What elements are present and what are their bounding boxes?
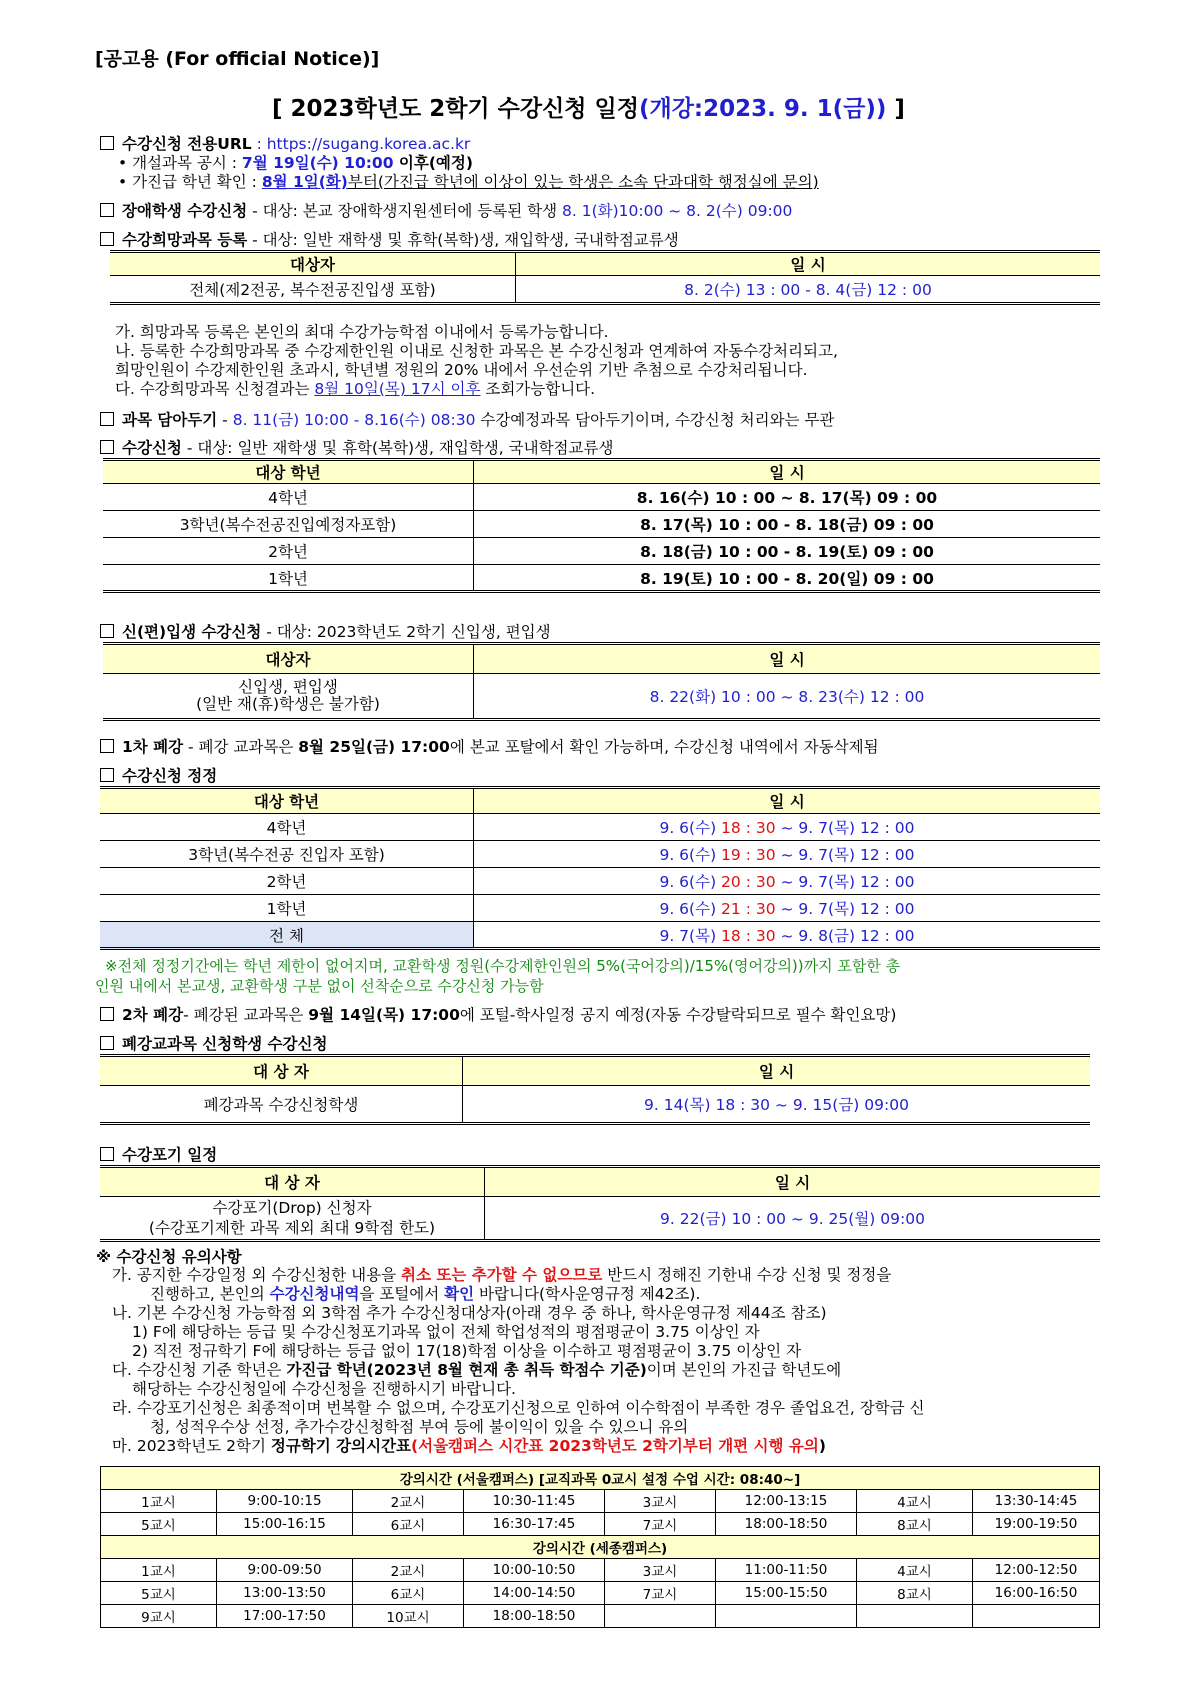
bullet-date: 8월 1일(화) [261,173,348,191]
checkbox-icon [100,1036,114,1050]
url-link[interactable]: https://sugang.korea.ac.kr [266,135,471,153]
period-label: 2교시 [353,1490,464,1513]
bullet-text-after: 이후(예정) [393,154,473,172]
table-cell-date [474,895,1101,922]
period-time: 19:00-19:50 [973,1513,1100,1536]
wish-line [100,228,679,250]
period-time: 12:00-12:50 [973,1559,1100,1582]
dropcourse-label: 수강포기 일정 [122,1146,218,1164]
table-header: 대 상 자 [100,1167,485,1197]
table-cell-target [100,1197,485,1241]
table-header: 일 시 [485,1167,1101,1197]
caution-emph: 확인 [444,1285,475,1303]
table-cell-date [474,922,1101,949]
wish-desc: - 대상: 일반 재학생 및 휴학(복학)생, 재입학생, 국내학점교류생 [247,231,679,249]
table-header: 일 시 [474,460,1101,484]
freshman-line [100,620,551,642]
timetable-title: 강의시간 (서울캠퍼스) [교직과목 0교시 설정 수업 시간: 08:40~] [101,1467,1100,1490]
target-line-1: 신입생, 편입생 [238,678,338,696]
caution-red: (서울캠퍼스 시간표 2023학년도 2학기부터 개편 시행 유의 [411,1437,819,1455]
table-cell-target: 전체(제2전공, 복수전공진입생 포함) [110,276,516,304]
date-end: ~ 9. 7(목) 12 : 00 [775,900,915,918]
basket-label: 과목 담아두기 [122,411,218,429]
period-time: 16:30-17:45 [464,1513,605,1536]
basket-date: 8. 11(금) 10:00 - 8.16(수) 08:30 [232,411,476,429]
period-label: 2교시 [353,1559,464,1582]
basket-dash: - [217,411,233,429]
regist-line [100,436,613,458]
table-cell-date: 8. 19(토) 10 : 00 - 8. 20(일) 09 : 00 [474,565,1101,592]
disabled-desc: - 대상: 본교 장애학생지원센터에 등록된 학생 [247,202,563,220]
checkbox-icon [100,739,114,753]
caution-da2: 해당하는 수강신청일에 수강신청을 진행하시기 바랍니다. [132,1380,516,1398]
period-label: 5교시 [101,1513,217,1536]
date-end: ~ 9. 7(목) 12 : 00 [775,846,915,864]
period-label: 5교시 [101,1582,217,1605]
date-end: ~ 9. 7(목) 12 : 00 [775,873,915,891]
wish-label: 수강희망과목 등록 [122,231,248,249]
timetable-title: 강의시간 (세종캠퍼스) [101,1536,1100,1559]
date-time: 19 : 30 [721,846,776,864]
checkbox-icon [100,232,114,246]
period-time [973,1605,1100,1628]
bullet-text: • 가진급 학년 확인 : [118,173,262,191]
caution-emph: 가진급 학년(2023년 8월 현재 총 취득 학점수 기준) [286,1361,647,1379]
table-cell-date: 9. 22(금) 10 : 00 ~ 9. 25(월) 09:00 [485,1197,1101,1241]
correction-note: 인원 내에서 본교생, 교환학생 구분 없이 선착순으로 수강신청 가능함 [95,977,544,995]
period-time: 11:00-11:50 [716,1559,857,1582]
note-date: 8월 10일(목) 17시 이후 [314,380,481,398]
date-start: 9. 6(수) [659,819,722,837]
checkbox-icon [100,203,114,217]
period-time: 18:00-18:50 [716,1513,857,1536]
disabled-line [100,199,792,221]
date-start: 9. 6(수) [659,846,722,864]
url-label: 수강신청 전용URL [122,135,252,153]
caution-text-after: 바랍니다(학사운영규정 제42조). [474,1285,701,1303]
dropcourse-line [100,1143,217,1165]
checkbox-icon [100,1147,114,1161]
note-text: 다. 수강희망과목 신청결과는 [115,380,315,398]
period-label: 7교시 [605,1582,716,1605]
period-label: 3교시 [605,1490,716,1513]
table-cell-target: 폐강과목 수강신청학생 [100,1086,463,1124]
table-header: 일 시 [474,644,1101,674]
period-time: 15:00-16:15 [217,1513,353,1536]
regist-label: 수강신청 [122,439,182,457]
url-sep: : [251,135,267,153]
table-header: 일 시 [516,252,1101,276]
drop1-label: 1차 폐강 [122,738,184,756]
drop2-line [100,1003,896,1025]
cancelled-line [100,1032,327,1054]
table-cell-target [103,674,474,720]
title-open-date: (개강:2023. 9. 1(금)) [638,96,887,122]
period-time: 10:30-11:45 [464,1490,605,1513]
table-cell-target: 3학년(복수전공 진입자 포함) [100,841,474,868]
wish-note: 나. 등록한 수강희망과목 중 수강제한인원 이내로 신청한 과목은 본 수강신청과 연계하여 자동수강처리되고, [115,342,838,360]
caution-text: 다. 수강신청 기준 학년은 [112,1361,287,1379]
drop2-text-after: 에 포털-학사일정 공지 예정(자동 수강탈락되므로 필수 확인요망) [459,1006,897,1024]
period-label: 9교시 [101,1605,217,1628]
table-cell-target: 4학년 [100,814,474,841]
period-time: 18:00-18:50 [464,1605,605,1628]
period-label [857,1605,973,1628]
caution-text: 을 포털에서 [359,1285,445,1303]
dropcourse-table [100,1165,1100,1242]
correction-label: 수강신청 정정 [122,767,218,785]
drop1-text: - 폐강 교과목은 [183,738,299,756]
date-time: 21 : 30 [721,900,776,918]
regist-desc: - 대상: 일반 재학생 및 휴학(복학)생, 재입학생, 국내학점교류생 [181,439,614,457]
caution-ma [112,1434,826,1456]
period-time: 16:00-16:50 [973,1582,1100,1605]
checkbox-icon [100,1007,114,1021]
period-time: 9:00-10:15 [217,1490,353,1513]
drop1-line [100,735,879,757]
table-header: 대상 학년 [103,460,474,484]
table-header: 대상자 [103,644,474,674]
checkbox-icon [100,768,114,782]
drop1-date: 8월 25일(금) 17:00 [298,738,450,756]
caution-na: 나. 기본 수강신청 가능학점 외 3학점 추가 수강신청대상자(아래 경우 중 하나, 학사운영규정 제44조 참조) [112,1304,827,1322]
period-label: 6교시 [353,1582,464,1605]
caution-text: 마. 2023학년도 2학기 [112,1437,271,1455]
caution-ra2: 청, 성적우수상 선정, 추가수강신청학점 부여 등에 불이익이 있을 수 있으니 유의 [150,1418,689,1436]
table-cell-date: 8. 18(금) 10 : 00 - 8. 19(토) 09 : 00 [474,538,1101,565]
caution-text-after: 반드시 정해진 기한내 수강 신청 및 정정을 [602,1266,892,1284]
disabled-label: 장애학생 수강신청 [122,202,248,220]
target-line-1: 수강포기(Drop) 신청자 [212,1199,372,1217]
period-time: 9:00-09:50 [217,1559,353,1582]
wish-note: 가. 희망과목 등록은 본인의 최대 수강가능학점 이내에서 등록가능합니다. [115,323,609,341]
date-end: ~ 9. 8(금) 12 : 00 [775,926,915,945]
period-time: 13:00-13:50 [217,1582,353,1605]
table-header: 대상 학년 [100,788,474,814]
caution-na2: 2) 직전 정규학기 F에 해당하는 등급 없이 17(18)학점 이상을 이수하고 평점평균이 3.75 이상인 자 [132,1342,802,1360]
period-time: 15:00-15:50 [716,1582,857,1605]
caution-na1: 1) F에 해당하는 등급 및 수강신청포기과목 없이 전체 학업성적의 평점평균이 3.75 이상인 자 [132,1323,760,1341]
table-cell-target: 1학년 [100,895,474,922]
table-cell-date [474,868,1101,895]
drop1-text-after: 에 본교 포탈에서 확인 가능하며, 수강신청 내역에서 자동삭제됨 [449,738,879,756]
basket-line [100,408,834,430]
checkbox-icon [100,136,114,150]
table-cell-date [474,841,1101,868]
wish-note-result [115,377,595,399]
date-start: 9. 6(수) [659,873,722,891]
notice-label: [공고용 (For official Notice)] [95,48,380,70]
period-label: 8교시 [857,1582,973,1605]
table-cell-target: 4학년 [103,484,474,511]
freshman-table [103,642,1100,721]
target-line-2: (일반 재(휴)학생은 불가함) [196,695,380,713]
bullet-grade-check [118,170,819,192]
caution-text: 진행하고, 본인의 [150,1285,270,1303]
period-time: 10:00-10:50 [464,1559,605,1582]
period-label: 1교시 [101,1559,217,1582]
table-header: 일 시 [474,788,1101,814]
drop2-date: 9월 14일(목) 17:00 [308,1006,460,1024]
period-label: 6교시 [353,1513,464,1536]
bullet-date: 7월 19일(수) 10:00 [241,154,394,172]
correction-line [100,764,217,786]
checkbox-icon [100,440,114,454]
note-text-after: 조회가능합니다. [480,380,596,398]
date-time: 18 : 30 [721,819,776,837]
drop2-text: - 폐강된 교과목은 [183,1006,309,1024]
table-cell-target: 2학년 [100,868,474,895]
date-start: 9. 6(수) [659,900,722,918]
target-line-2: (수강포기제한 과목 제외 최대 9학점 한도) [148,1219,436,1237]
timetable-seoul [100,1466,1100,1536]
cancelled-label: 폐강교과목 신청학생 수강신청 [122,1035,328,1053]
caution-text-after: 이며 본인의 가진급 학년도에 [646,1361,842,1379]
freshman-label: 신(편)입생 수강신청 [122,623,262,641]
period-label: 7교시 [605,1513,716,1536]
period-label: 4교시 [857,1559,973,1582]
table-cell-target: 2학년 [103,538,474,565]
period-label: 3교시 [605,1559,716,1582]
caution-text: 가. 공지한 수강일정 외 수강신청한 내용을 [112,1266,402,1284]
freshman-desc: - 대상: 2023학년도 2학기 신입생, 편입생 [261,623,551,641]
table-cell-date [474,814,1101,841]
period-time: 13:30-14:45 [973,1490,1100,1513]
regist-table [103,458,1100,593]
title-close: ] [886,96,905,122]
table-cell-date: 9. 14(목) 18 : 30 ~ 9. 15(금) 09:00 [463,1086,1091,1124]
table-header: 대상자 [110,252,516,276]
cancelled-table [100,1054,1090,1125]
table-cell-date: 8. 22(화) 10 : 00 ~ 8. 23(수) 12 : 00 [474,674,1101,720]
correction-note: ※전체 정정기간에는 학년 제한이 없어지며, 교환학생 정원(수강제한인원의 5%(국어강의)/15%(영어강의))까지 포함한 총 [105,957,901,975]
period-time [716,1605,857,1628]
caution-emph: 수강신청내역 [269,1285,360,1303]
period-time: 14:00-14:50 [464,1582,605,1605]
page-title [272,90,905,123]
date-start: 9. 7(목) [659,926,722,945]
date-time: 18 : 30 [721,926,776,945]
bullet-text: • 개설과목 공시 : [118,154,242,172]
table-cell-date: 8. 16(수) 10 : 00 ~ 8. 17(목) 09 : 00 [474,484,1101,511]
timetable-sejong [100,1535,1100,1628]
period-label: 4교시 [857,1490,973,1513]
basket-desc: 수강예정과목 담아두기이며, 수강신청 처리와는 무관 [475,411,835,429]
date-time: 20 : 30 [721,873,776,891]
wish-note: 희망인원이 수강제한인원 초과시, 학년별 정원의 20% 내에서 우선순위 기반 추첨으로 수강처리됩니다. [115,361,808,379]
disabled-date: 8. 1(화)10:00 ~ 8. 2(수) 09:00 [562,202,793,220]
period-label: 8교시 [857,1513,973,1536]
table-header: 일 시 [463,1056,1091,1086]
wish-table [110,250,1100,305]
checkbox-icon [100,624,114,638]
table-cell-date: 8. 17(목) 10 : 00 - 8. 18(금) 09 : 00 [474,511,1101,538]
period-time: 12:00-13:15 [716,1490,857,1513]
table-cell-target: 1학년 [103,565,474,592]
table-cell-target: 3학년(복수전공진입예정자포함) [103,511,474,538]
table-cell-date: 8. 2(수) 13 : 00 - 8. 4(금) 12 : 00 [516,276,1101,304]
correction-table [100,786,1100,950]
drop2-label: 2차 폐강 [122,1006,184,1024]
checkbox-icon [100,412,114,426]
bullet-text-after: 부터(가진급 학년에 이상이 있는 학생은 소속 단과대학 행정실에 문의) [347,173,819,191]
caution-emph: 정규학기 강의시간표 [270,1437,412,1455]
caution-close: ) [818,1437,826,1455]
period-label [605,1605,716,1628]
table-header: 대 상 자 [100,1056,463,1086]
period-time: 17:00-17:50 [217,1605,353,1628]
period-label: 10교시 [353,1605,464,1628]
date-end: ~ 9. 7(목) 12 : 00 [775,819,915,837]
cautions-title: ※ 수강신청 유의사항 [96,1248,242,1266]
title-main: [ 2023학년도 2학기 수강신청 일정 [272,96,639,122]
table-cell-target: 전 체 [100,922,474,949]
caution-emph: 취소 또는 추가할 수 없으므로 [401,1266,603,1284]
caution-ra: 라. 수강포기신청은 최종적이며 번복할 수 없으며, 수강포기신청으로 인하여 이수학점이 부족한 경우 졸업요건, 장학금 신 [112,1399,925,1417]
period-label: 1교시 [101,1490,217,1513]
